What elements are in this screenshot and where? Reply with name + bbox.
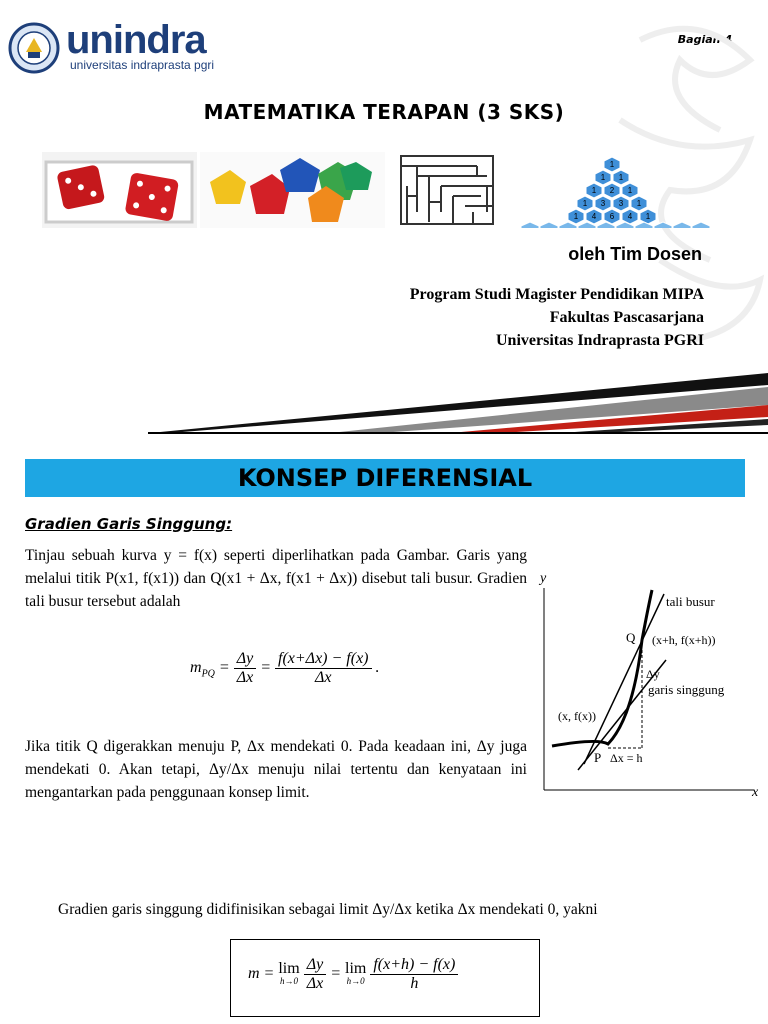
- affiliation-university: Universitas Indraprasta PGRI: [495, 332, 704, 349]
- frac-num: f(x+h) − f(x): [370, 956, 458, 975]
- author-line: oleh Tim Dosen: [568, 244, 702, 264]
- pyramid-number: 6: [609, 212, 615, 221]
- pyramid-number: 3: [618, 199, 624, 208]
- pyramid-number: 1: [609, 160, 615, 169]
- limit-operator: [345, 959, 367, 987]
- section-title: KONSEP DIFERENSIAL: [237, 464, 533, 492]
- label-P: P: [594, 750, 602, 765]
- pyramid-number: 1: [582, 199, 588, 208]
- pyramid-number: 2: [609, 186, 615, 195]
- frac-den: Δx: [236, 669, 254, 686]
- fraction-dy-dx: [304, 956, 327, 993]
- pyramid-base-cell: [673, 222, 691, 228]
- paragraph-secant-intro: Tinjau sebuah kurva y = f(x) seperti diperlihatkan pada Gambar. Garis yang melalui titik P(x1, f(x1)) dan Q(x1 + Δx, f(x1 + Δx)) disebut tali busur. Gradien tali busur tersebut adalah: [25, 547, 527, 610]
- pyramid-number: 4: [627, 212, 633, 221]
- label-dy: Δy: [646, 667, 660, 681]
- paragraph-limit-intro: Jika titik Q digerakkan menuju P, Δx mendekati 0. Pada keadaan ini, Δy juga mendekati 0. Akan tetapi, Δy/Δx menuju nilai tertentu dan kenyataan ini mengantarkan pada penggunaan konsep limit.: [25, 738, 527, 801]
- formula-secant-gradient: $m_{PQ}$ = $\frac{\Delta y}{\Delta x}$ = $\frac{f(x+\Delta x) - f(x)}{\Delta x}$ .: [190, 650, 380, 686]
- formula2-lhs: m =: [248, 965, 279, 983]
- frac-num: Δy: [304, 956, 327, 975]
- pyramid-number: 1: [645, 212, 651, 221]
- formula-tangent-limit: m = lim h→0 $\frac{\Delta y}{\Delta x}$ = lim h→0 $\frac{f(x+h) - f(x)}{h}$: [248, 956, 458, 993]
- pyramid-number: 1: [636, 199, 642, 208]
- pyramid-number: 1: [618, 173, 624, 182]
- affiliation-program: Program Studi Magister Pendidikan MIPA: [409, 286, 704, 303]
- limit-operator: [278, 959, 300, 987]
- pyramid-number: 1: [573, 212, 579, 221]
- polyhedral-dice-image: [200, 152, 385, 228]
- section-label: Bagian 4: [677, 33, 732, 46]
- decorative-swoosh-divider: [0, 365, 768, 435]
- pyramid-number: 1: [627, 186, 633, 195]
- pyramid-base-cell: [692, 222, 710, 228]
- label-Q-coord: (x+h, f(x+h)): [652, 633, 716, 647]
- fraction-difference-quotient: [275, 650, 372, 687]
- pascal-triangle-image: [515, 152, 710, 228]
- subheading: Gradien Garis Singgung:: [25, 515, 233, 533]
- pyramid-number: 3: [600, 199, 606, 208]
- pyramid-base-cell: [654, 222, 672, 228]
- lim-sub: h→0: [280, 975, 299, 986]
- maze-image: [397, 152, 497, 228]
- frac-den: h: [410, 975, 419, 992]
- frac-den: Δx: [306, 975, 324, 992]
- label-tangent: garis singgung: [648, 682, 725, 697]
- frac-den: Δx: [315, 669, 332, 686]
- formula-lhs-sub: PQ: [201, 668, 215, 680]
- frac-num: Δy: [234, 650, 257, 669]
- affiliation-faculty: Fakultas Pascasarjana: [549, 309, 704, 326]
- pyramid-base-cell: [521, 222, 539, 228]
- red-dice-image: [42, 152, 197, 228]
- pyramid-number: 1: [591, 186, 597, 195]
- lim-text: lim: [278, 959, 300, 977]
- label-P-coord: (x, f(x)): [558, 709, 596, 723]
- lim-text: lim: [345, 959, 367, 977]
- logo-subtext: universitas indraprasta pgri: [70, 58, 215, 72]
- paragraph-tangent-definition: Gradien garis singgung didifinisikan sebagai limit Δy/Δx ketika Δx mendekati 0, yakni: [58, 901, 598, 918]
- label-dx: Δx = h: [610, 751, 643, 765]
- course-title: MATEMATIKA TERAPAN (3 SKS): [203, 100, 565, 124]
- pyramid-base-cell: [540, 222, 558, 228]
- label-secant: tali busur: [666, 594, 715, 609]
- pyramid-number: 1: [600, 173, 606, 182]
- x-axis-label: x: [752, 785, 759, 798]
- pyramid-number: 4: [591, 212, 597, 221]
- label-Q: Q: [626, 630, 636, 645]
- formula-lhs: m: [190, 659, 202, 677]
- y-axis-label: y: [540, 571, 547, 586]
- fraction-difference-quotient-h: [370, 956, 458, 993]
- lim-sub: h→0: [346, 975, 365, 986]
- tangent-secant-graph: [538, 568, 768, 798]
- university-seal-logo: [8, 22, 60, 74]
- frac-num: f(x+Δx) − f(x): [275, 650, 372, 669]
- logo-wordmark: unindra: [66, 18, 206, 62]
- fraction-dy-dx: [234, 650, 257, 687]
